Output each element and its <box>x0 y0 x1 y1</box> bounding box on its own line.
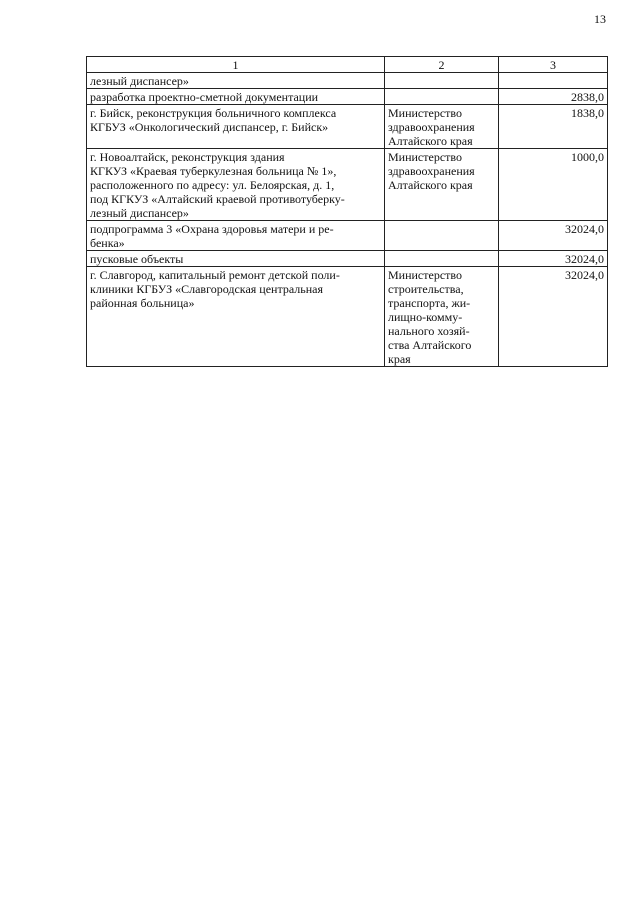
row-value-cell <box>499 251 608 267</box>
row-ministry-cell <box>385 221 499 251</box>
budget-table <box>86 56 608 367</box>
table-row <box>87 251 608 267</box>
row-name-cell <box>87 149 385 221</box>
table-row <box>87 105 608 149</box>
row-name-cell <box>87 221 385 251</box>
table-header-row <box>87 57 608 73</box>
row-name: г. Славгород, капитальный ремонт детской поли- клиники КГБУЗ «Славгородская центральная районная больница» <box>90 268 340 310</box>
row-name: лезный диспансер» <box>90 74 189 88</box>
row-name: г. Бийск, реконструкция больничного комплекса КГБУЗ «Онкологический диспансер, г. Бийск» <box>90 106 337 134</box>
column-header-2: 2 <box>385 57 499 73</box>
row-ministry-cell <box>385 105 499 149</box>
row-value-cell <box>499 89 608 105</box>
row-ministry: Министерство здравоохранения Алтайского края <box>388 150 475 192</box>
row-name-cell <box>87 73 385 89</box>
row-value: 1838,0 <box>571 106 604 120</box>
page-number: 13 <box>594 12 606 26</box>
row-value: 1000,0 <box>571 150 604 164</box>
column-header-1: 1 <box>87 57 385 73</box>
row-value-cell <box>499 221 608 251</box>
row-ministry-cell <box>385 251 499 267</box>
table-row <box>87 149 608 221</box>
row-name: подпрограмма 3 «Охрана здоровья матери и ре- бенка» <box>90 222 334 250</box>
row-ministry-cell <box>385 73 499 89</box>
row-name: пусковые объекты <box>90 252 184 266</box>
row-value-cell <box>499 149 608 221</box>
row-name-cell <box>87 89 385 105</box>
row-value: 32024,0 <box>565 252 604 266</box>
row-ministry-cell <box>385 89 499 105</box>
table-row <box>87 89 608 105</box>
row-ministry: Министерство здравоохранения Алтайского края <box>388 106 475 148</box>
row-ministry: Министерство строительства, транспорта, жи- лищно-комму- нального хозяй- ства Алтайского края <box>388 268 472 366</box>
row-value: 32024,0 <box>565 268 604 282</box>
row-value-cell <box>499 267 608 367</box>
row-name: разработка проектно-сметной документации <box>90 90 319 104</box>
row-ministry-cell <box>385 267 499 367</box>
table-row <box>87 73 608 89</box>
table-row <box>87 267 608 367</box>
row-name-cell <box>87 267 385 367</box>
row-value: 32024,0 <box>565 222 604 236</box>
row-name: г. Новоалтайск, реконструкция здания КГКУЗ «Краевая туберкулезная больница № 1», расположенного по адресу: ул. Белоярская, д. 1, под КГКУЗ «Алтайский краевой противотуберку- лезный диспансер» <box>90 150 345 220</box>
row-value-cell <box>499 105 608 149</box>
row-ministry-cell <box>385 149 499 221</box>
row-name-cell <box>87 251 385 267</box>
column-header-3: 3 <box>499 57 608 73</box>
row-value-cell <box>499 73 608 89</box>
table-row <box>87 221 608 251</box>
row-value: 2838,0 <box>571 90 604 104</box>
row-name-cell <box>87 105 385 149</box>
